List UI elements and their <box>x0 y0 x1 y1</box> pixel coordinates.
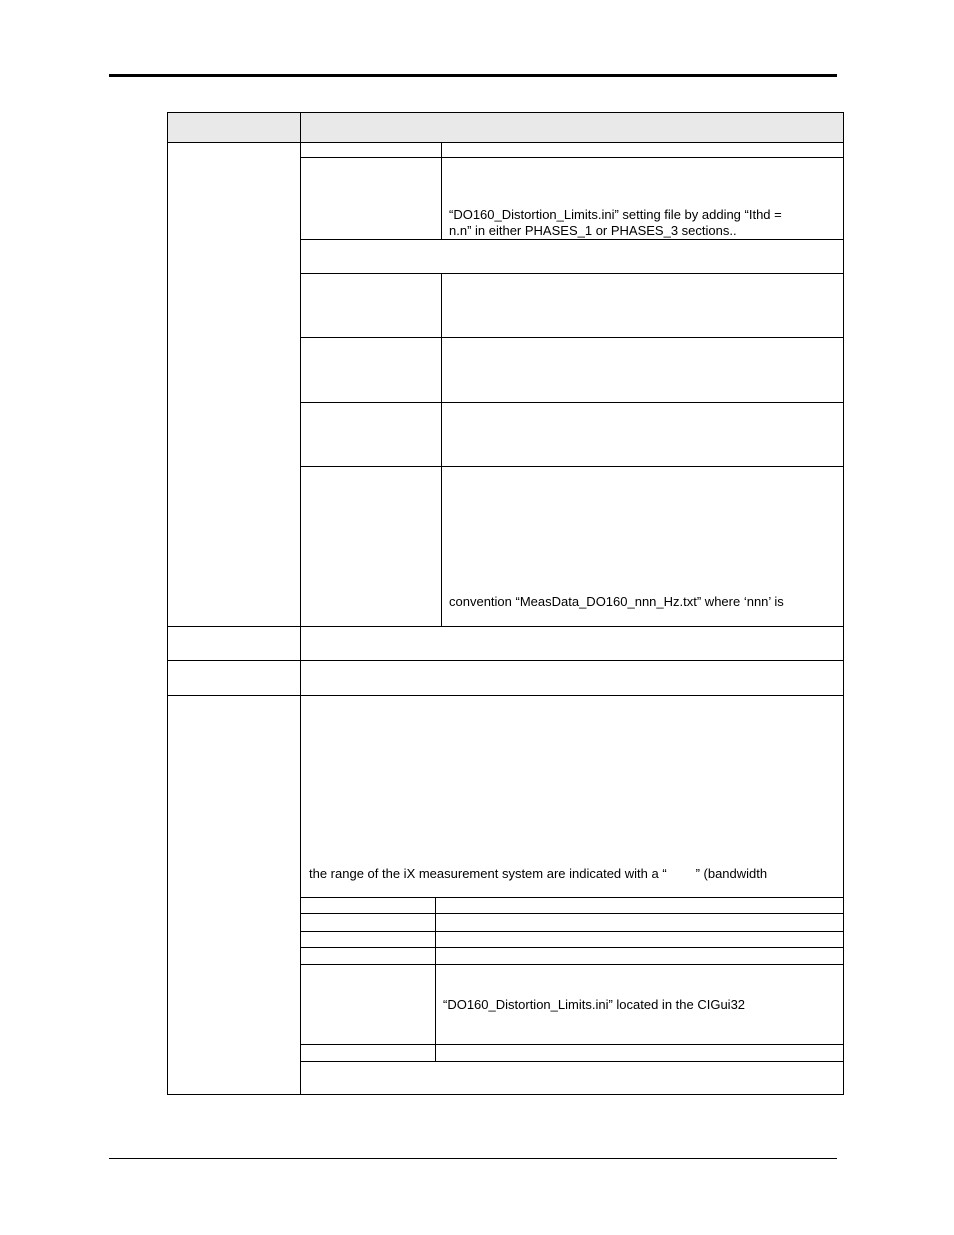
header-rule <box>109 74 837 77</box>
row-line <box>300 157 844 158</box>
table-body <box>167 142 844 1095</box>
section-separator <box>167 660 844 661</box>
row-line <box>300 466 844 467</box>
row-line <box>300 964 844 965</box>
row-line <box>300 402 844 403</box>
inner-column-divider <box>441 273 442 627</box>
cell-text: “DO160_Distortion_Limits.ini” located in the CIGui32 <box>443 997 746 1012</box>
cell-text: “DO160_Distortion_Limits.ini” setting file by adding “Ithd = <box>449 207 782 222</box>
section-separator <box>167 695 844 696</box>
row-line <box>300 1061 844 1062</box>
footer-rule <box>109 1158 837 1159</box>
row-line <box>300 1044 844 1045</box>
row-line <box>300 273 844 274</box>
row-line <box>300 897 844 898</box>
cell-text: n.n” in either PHASES_1 or PHASES_3 sections.. <box>449 223 737 238</box>
inner-column-divider <box>441 142 442 239</box>
section-separator <box>167 626 844 627</box>
row-line <box>300 931 844 932</box>
cell-text: the range of the iX measurement system are indicated with a “ ” (bandwidth <box>309 866 768 881</box>
table-header-row <box>167 112 844 143</box>
inner-column-divider <box>435 897 436 1061</box>
row-line <box>300 337 844 338</box>
row-line <box>300 913 844 914</box>
row-line <box>300 947 844 948</box>
left-column-divider <box>300 142 301 1095</box>
row-line <box>300 239 844 240</box>
cell-text: convention “MeasData_DO160_nnn_Hz.txt” where ‘nnn’ is <box>449 594 784 609</box>
header-divider <box>300 112 301 143</box>
